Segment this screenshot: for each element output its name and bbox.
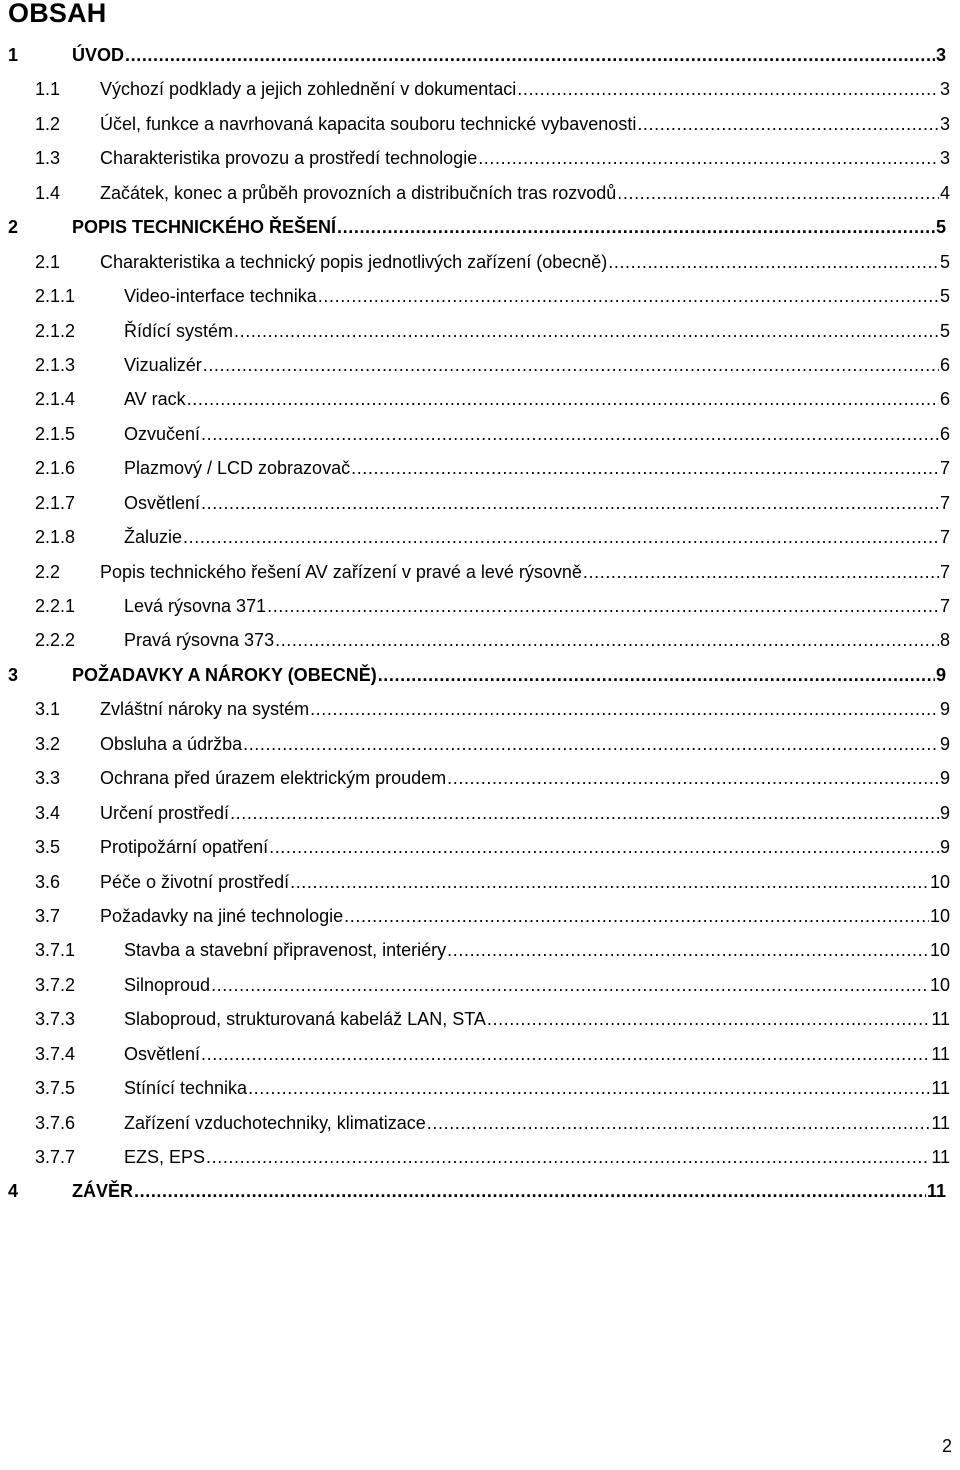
- toc-entry-line: [100, 899, 950, 933]
- toc-leader-dots: [187, 382, 939, 416]
- toc-entry[interactable]: [0, 38, 960, 72]
- toc-entry-line: [100, 865, 950, 899]
- toc-entry-line: [124, 1002, 950, 1036]
- toc-leader-dots: [517, 72, 939, 106]
- toc-entry-page: 3: [939, 113, 950, 134]
- toc-entry-line: [72, 38, 946, 72]
- toc-entry-number: 3.2: [35, 733, 61, 754]
- toc-entry-number: 3.1: [35, 699, 61, 720]
- toc-entry[interactable]: [0, 1140, 960, 1174]
- toc-entry-number: 2.1.4: [35, 389, 76, 410]
- toc-entry-number: 3.4: [35, 802, 61, 823]
- toc-entry-page: 3: [939, 148, 950, 169]
- toc-entry-number: 1.2: [35, 113, 61, 134]
- toc-entry-title: Video-interface technika: [124, 286, 317, 307]
- toc-entry-line: [72, 658, 946, 692]
- toc-entry-page: 9: [935, 664, 946, 685]
- toc-entry-line: [124, 382, 950, 416]
- toc-leader-dots: [290, 865, 929, 899]
- toc-entry-title: ZÁVĚR: [72, 1181, 134, 1202]
- toc-entry-title: Výchozí podklady a jejich zohlednění v dokumentaci: [100, 79, 517, 100]
- toc-entry-line: [124, 1037, 950, 1071]
- toc-leader-dots: [183, 520, 939, 554]
- toc-entry-number: 2.1.3: [35, 354, 76, 375]
- toc-entry-page: 9: [939, 768, 950, 789]
- toc-entry[interactable]: [0, 210, 960, 244]
- toc-entry-line: [100, 727, 950, 761]
- toc-entry[interactable]: [0, 865, 960, 899]
- toc-entry-line: [100, 176, 950, 210]
- toc-entry[interactable]: [0, 279, 960, 313]
- toc-entry-line: [124, 486, 950, 520]
- toc-entry-number: 2.2.2: [35, 630, 76, 651]
- toc-entry-title: Levá rýsovna 371: [124, 596, 267, 616]
- toc-entry-line: [124, 589, 950, 623]
- toc-leader-dots: [206, 1140, 930, 1174]
- toc-leader-dots: [318, 279, 939, 313]
- toc-entry-page: 11: [926, 1181, 946, 1202]
- toc-entry-page: 11: [931, 1043, 950, 1064]
- toc-entry[interactable]: [0, 72, 960, 106]
- toc-entry-line: [100, 555, 950, 589]
- toc-entry[interactable]: [0, 486, 960, 520]
- toc-entry[interactable]: [0, 417, 960, 451]
- toc-entry-line: [124, 623, 950, 657]
- toc-entry-title: Požadavky na jiné technologie: [100, 905, 344, 926]
- toc-entry-number: 3.7.1: [35, 940, 76, 961]
- toc-entry-page: 9: [939, 733, 950, 754]
- toc-entry[interactable]: [0, 761, 960, 795]
- toc-entry-page: 11: [931, 1078, 950, 1099]
- toc-leader-dots: [608, 245, 939, 279]
- toc-entry-number: 2.1.1: [35, 286, 76, 307]
- toc-entry-title: Vizualizér: [124, 354, 202, 375]
- toc-entry-page: 11: [931, 1009, 950, 1030]
- toc-entry-title: Slaboproud, strukturovaná kabeláž LAN, STA: [124, 1009, 486, 1030]
- toc-entry-title: Osvětlení: [124, 492, 201, 513]
- page-number: 2: [941, 1436, 952, 1456]
- toc-entry-number: 2.1.8: [35, 527, 76, 548]
- toc-entry-number: 3.3: [35, 768, 61, 789]
- toc-entry-number: 3.7.5: [35, 1078, 76, 1099]
- toc-entry-line: [124, 1071, 950, 1105]
- toc-entry-line: [124, 348, 950, 382]
- toc-entry-title: Protipožární opatření: [100, 837, 269, 858]
- toc-leader-dots: [203, 348, 939, 382]
- toc-entry-page: 5: [935, 217, 946, 238]
- toc-entry[interactable]: [0, 830, 960, 864]
- toc-leader-dots: [478, 141, 939, 175]
- toc-entry[interactable]: [0, 176, 960, 210]
- toc-entry-line: [100, 245, 950, 279]
- toc-entry-line: [100, 141, 950, 175]
- toc-entry-page: 11: [931, 1147, 950, 1167]
- toc-entry-title: AV rack: [124, 389, 186, 410]
- toc-entry-number: 2: [8, 217, 19, 238]
- toc-entry-title: EZS, EPS: [124, 1147, 206, 1167]
- toc-entry[interactable]: [0, 1106, 960, 1140]
- toc-entry[interactable]: [0, 382, 960, 416]
- toc-entry[interactable]: [0, 1037, 960, 1071]
- toc-entry-title: Určení prostředí: [100, 802, 230, 823]
- toc-leader-dots: [234, 314, 939, 348]
- toc-entry-title: Plazmový / LCD zobrazovač: [124, 458, 351, 479]
- toc-entry[interactable]: [0, 968, 960, 1002]
- toc-entry[interactable]: [0, 589, 960, 623]
- toc-entry-title: POPIS TECHNICKÉHO ŘEŠENÍ: [72, 217, 337, 238]
- toc-entry-number: 3.5: [35, 837, 61, 858]
- toc-entry[interactable]: [0, 692, 960, 726]
- toc-leader-dots: [201, 1037, 930, 1071]
- toc-leader-dots: [275, 623, 939, 657]
- toc-leader-dots: [583, 555, 939, 589]
- toc-entry-page: 7: [939, 527, 950, 548]
- toc-entry-title: Zařízení vzduchotechniky, klimatizace: [124, 1112, 426, 1133]
- toc-entry-number: 3.7.6: [35, 1112, 76, 1133]
- toc-entry-number: 1.4: [35, 182, 61, 203]
- toc-entry-page: 4: [939, 182, 950, 203]
- toc-entry[interactable]: [0, 520, 960, 554]
- toc-entry-page: 3: [939, 79, 950, 100]
- toc-entry-title: Žaluzie: [124, 527, 183, 548]
- toc-entry-title: Pravá rýsovna 373: [124, 630, 275, 651]
- toc-entry-number: 3.6: [35, 871, 61, 892]
- toc-entry-line: [72, 1174, 946, 1208]
- toc-entry[interactable]: [0, 348, 960, 382]
- toc-entry-page: 6: [939, 389, 950, 410]
- toc-leader-dots: [211, 968, 929, 1002]
- toc-entry-title: Začátek, konec a průběh provozních a distribučních tras rozvodů: [100, 182, 617, 203]
- toc-entry-title: Osvětlení: [124, 1043, 201, 1064]
- toc-leader-dots: [201, 417, 939, 451]
- toc-entry-page: 7: [939, 561, 950, 582]
- toc-entry[interactable]: [0, 451, 960, 485]
- toc-entry-page: 9: [939, 802, 950, 823]
- toc-entry[interactable]: [0, 1071, 960, 1105]
- toc-entry-number: 3.7.2: [35, 974, 76, 995]
- toc-entry-line: [124, 451, 950, 485]
- toc-entry-title: POŽADAVKY A NÁROKY (OBECNĚ): [72, 664, 377, 685]
- toc-entry-page: 10: [929, 905, 950, 926]
- toc-entry-title: Účel, funkce a navrhovaná kapacita souboru technické vybavenosti: [100, 113, 637, 134]
- toc-entry-number: 2.1: [35, 251, 61, 272]
- toc-leader-dots: [637, 107, 939, 141]
- toc-entry-title: Ozvučení: [124, 423, 201, 444]
- toc-entry-number: 2.1.5: [35, 423, 76, 444]
- toc-entry-page: 5: [939, 286, 950, 307]
- toc-leader-dots: [269, 830, 939, 864]
- toc-leader-dots: [201, 486, 939, 520]
- toc-entry-line: [100, 107, 950, 141]
- toc-entry-page: 10: [929, 974, 950, 995]
- toc-entry-title: Zvláštní nároky na systém: [100, 699, 310, 720]
- toc-entry[interactable]: [0, 658, 960, 692]
- toc-entry-line: [100, 692, 950, 726]
- toc-leader-dots: [125, 38, 935, 72]
- toc-leader-dots: [487, 1002, 930, 1036]
- toc-entry[interactable]: [0, 555, 960, 589]
- toc-entry-number: 3.7.3: [35, 1009, 76, 1030]
- toc-entry-line: [124, 314, 950, 348]
- toc-entry-title: Ochrana před úrazem elektrickým proudem: [100, 768, 447, 789]
- toc-entry[interactable]: [0, 245, 960, 279]
- toc-entry-number: 3.7.7: [35, 1147, 76, 1167]
- toc-entry-number: 3.7: [35, 905, 61, 926]
- toc-entry[interactable]: [0, 141, 960, 175]
- toc-entry-line: [100, 830, 950, 864]
- toc-entry-page: 6: [939, 354, 950, 375]
- toc-entry-line: [124, 1140, 950, 1174]
- toc-entry[interactable]: [0, 623, 960, 657]
- toc-entry-line: [100, 796, 950, 830]
- toc-entry-page: 11: [931, 1112, 950, 1133]
- toc-entry-number: 1: [8, 45, 19, 65]
- toc-leader-dots: [378, 658, 935, 692]
- toc-leader-dots: [447, 761, 939, 795]
- toc-entry[interactable]: [0, 933, 960, 967]
- toc-leader-dots: [243, 727, 939, 761]
- toc-leader-dots: [230, 796, 939, 830]
- toc-entry-title: Řídící systém: [124, 320, 234, 341]
- toc-entry-page: 8: [939, 630, 950, 651]
- toc-leader-dots: [267, 589, 939, 623]
- toc-entry-page: 7: [939, 492, 950, 513]
- table-of-contents: [0, 38, 960, 1209]
- toc-entry-number: 2.2.1: [35, 596, 76, 616]
- toc-entry-line: [124, 417, 950, 451]
- toc-leader-dots: [617, 176, 939, 210]
- toc-entry[interactable]: [0, 314, 960, 348]
- toc-entry[interactable]: [0, 1174, 960, 1208]
- toc-leader-dots: [310, 692, 939, 726]
- toc-entry[interactable]: [0, 1002, 960, 1036]
- toc-entry-number: 2.1.2: [35, 320, 76, 341]
- toc-entry-number: 2.1.6: [35, 458, 76, 479]
- toc-leader-dots: [344, 899, 929, 933]
- toc-entry-number: 2.1.7: [35, 492, 76, 513]
- toc-entry-line: [124, 1106, 950, 1140]
- toc-entry-number: 1.3: [35, 148, 61, 169]
- toc-entry-page: 9: [939, 699, 950, 720]
- toc-entry[interactable]: [0, 727, 960, 761]
- toc-entry[interactable]: [0, 796, 960, 830]
- toc-entry-title: Charakteristika provozu a prostředí technologie: [100, 148, 478, 169]
- toc-leader-dots: [351, 451, 939, 485]
- toc-entry-line: [124, 520, 950, 554]
- toc-leader-dots: [337, 210, 935, 244]
- toc-entry-page: 10: [929, 940, 950, 961]
- toc-entry-title: Stínící technika: [124, 1078, 248, 1099]
- toc-entry[interactable]: [0, 899, 960, 933]
- toc-entry-page: 5: [939, 320, 950, 341]
- toc-entry-line: [124, 933, 950, 967]
- toc-entry-page: 10: [929, 871, 950, 892]
- toc-entry-number: 2.2: [35, 561, 61, 582]
- toc-entry-line: [100, 72, 950, 106]
- toc-leader-dots: [427, 1106, 931, 1140]
- toc-leader-dots: [447, 933, 929, 967]
- toc-entry-line: [124, 279, 950, 313]
- toc-entry-number: 4: [8, 1181, 19, 1202]
- toc-entry-title: ÚVOD: [72, 45, 125, 65]
- toc-entry-title: Charakteristika a technický popis jednotlivých zařízení (obecně): [100, 251, 608, 272]
- toc-entry-title: Obsluha a údržba: [100, 733, 243, 754]
- toc-entry-number: 1.1: [35, 79, 61, 100]
- toc-entry-line: [72, 210, 946, 244]
- toc-entry[interactable]: [0, 107, 960, 141]
- toc-entry-page: 7: [939, 458, 950, 479]
- toc-entry-line: [100, 761, 950, 795]
- toc-entry-page: 5: [939, 251, 950, 272]
- toc-entry-title: Popis technického řešení AV zařízení v pravé a levé rýsovně: [100, 561, 582, 582]
- toc-entry-line: [124, 968, 950, 1002]
- toc-heading: OBSAH: [8, 0, 107, 28]
- toc-entry-number: 3.7.4: [35, 1043, 76, 1064]
- toc-entry-number: 3: [8, 664, 19, 685]
- toc-entry-title: Stavba a stavební připravenost, interiéry: [124, 940, 447, 961]
- toc-entry-title: Péče o životní prostředí: [100, 871, 290, 892]
- toc-entry-page: 9: [939, 837, 950, 858]
- toc-leader-dots: [134, 1174, 926, 1208]
- toc-leader-dots: [248, 1071, 930, 1105]
- toc-entry-page: 3: [935, 45, 946, 65]
- toc-entry-title: Silnoproud: [124, 974, 211, 995]
- toc-entry-page: 6: [939, 423, 950, 444]
- toc-entry-page: 7: [939, 596, 950, 616]
